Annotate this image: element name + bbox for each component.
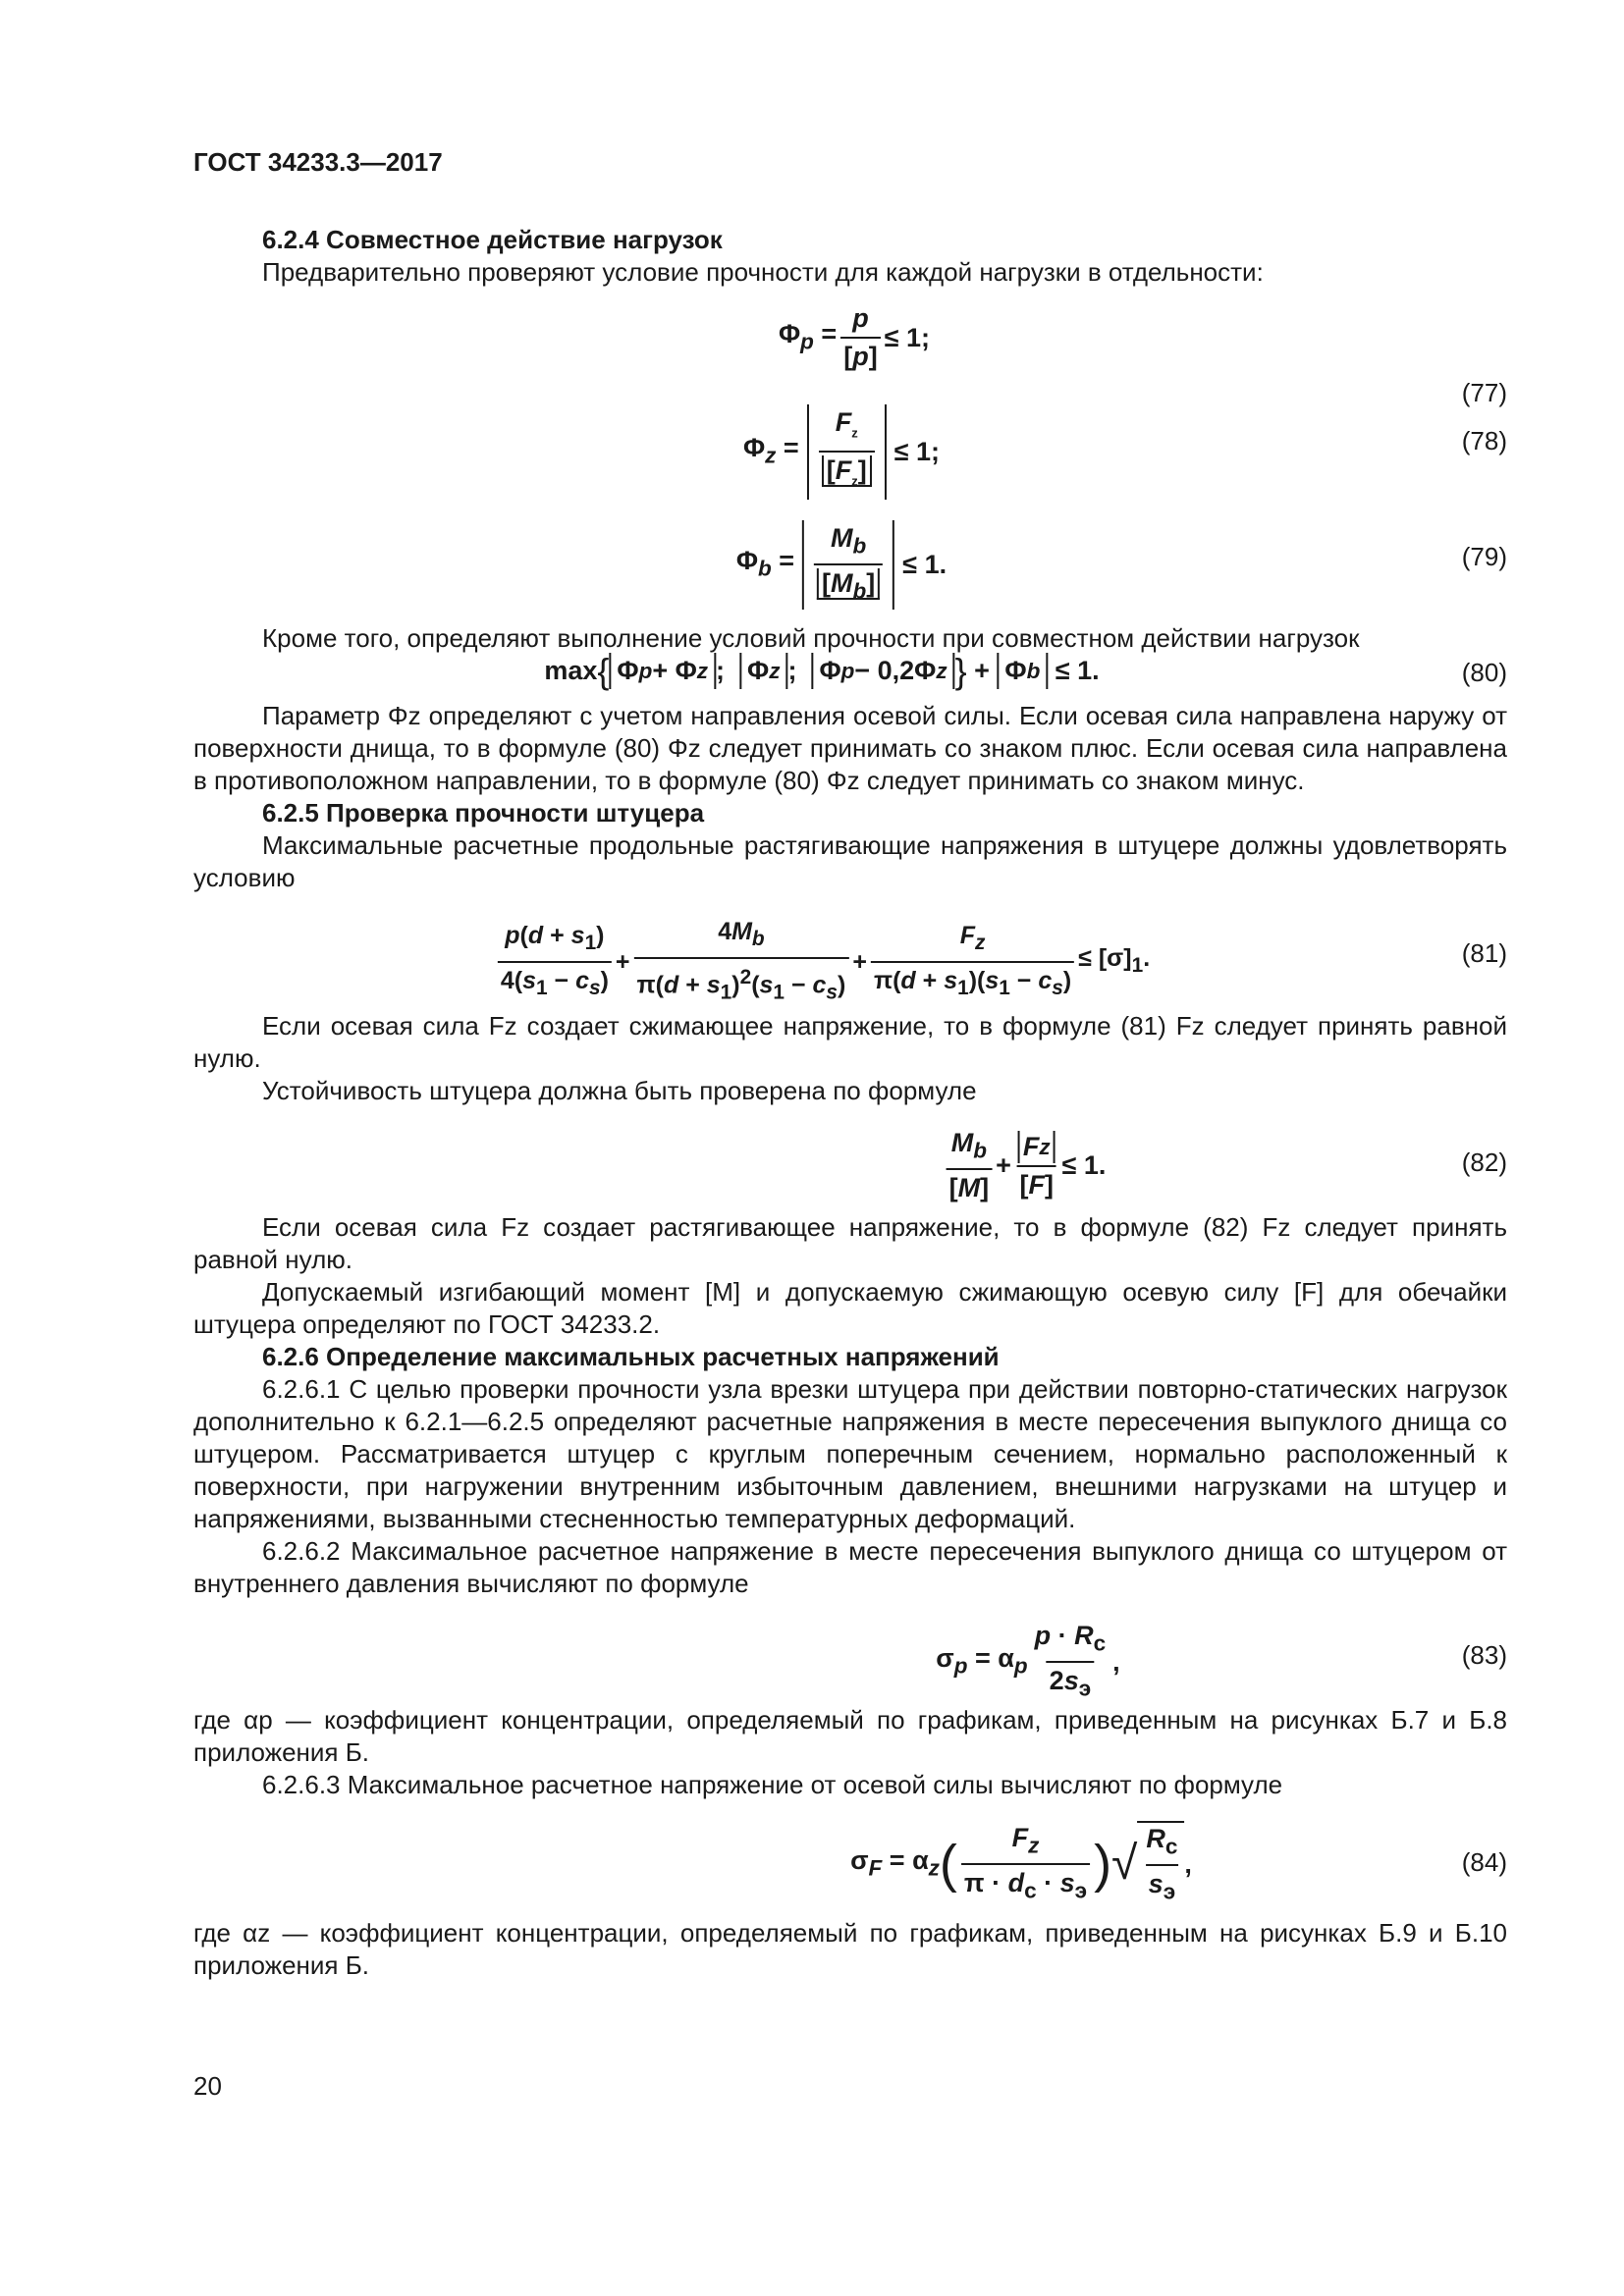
formula-84: $\sigma_F = \alpha_z$ ( $\frac{F_z}{\pi \cdot d_с \cdot s_э}$ ) √ $\frac{R_с}{s_э}$ , (84) — [193, 1801, 1507, 1917]
formula-number: (79) — [1461, 542, 1507, 571]
formula-number: (77) — [1461, 378, 1507, 407]
paragraph: Допускаемый изгибающий момент [M] и допускаемую сжимающую осевую силу [F] для обечайки штуцера определяют по ГОСТ 34233.2. — [193, 1277, 1507, 1339]
paragraph: Кроме того, определяют выполнение условий прочности при совместном действии нагрузок — [262, 623, 1360, 653]
formula-78: $\Phi_z$ = $\frac{F_z}{[F_z]}$ ≤ 1; (78) — [193, 381, 1507, 497]
paragraph: 6.2.6.3 Максимальное расчетное напряжение от осевой силы вычисляют по формуле — [262, 1770, 1283, 1799]
document-id: ГОСТ 34233.3—2017 — [193, 147, 443, 177]
section-title-6-2-5: 6.2.5 Проверка прочности штуцера — [262, 798, 705, 828]
formula-number: (80) — [1461, 658, 1507, 687]
paragraph: 6.2.6.2 Максимальное расчетное напряжение в месте пересечения выпуклого днища со штуцером от внутреннего давления вычисляют по формуле — [193, 1536, 1507, 1598]
formula-number: (78) — [1461, 426, 1507, 455]
paragraph: 6.2.6.1 С целью проверки прочности узла врезки штуцера при действии повторно-статических нагрузок дополнительно к 6.2.1—6.2.5 определяют расчетные напряжения в месте пересечения выпуклого днища со штуцером. Рассматривается штуцер с круглым поперечным сечением, нормально расположенный к поверхности, при нагружении внутренним избыточным давлением, внешними нагрузками на штуцер и напряжениями, вызванными стесненностью температурных деформаций. — [193, 1374, 1507, 1533]
page-number: 20 — [193, 2071, 222, 2101]
formula-number: (84) — [1461, 1847, 1507, 1877]
paragraph: Если осевая сила Fz создает растягивающее напряжение, то в формуле (82) Fz следует принять равной нулю. — [193, 1212, 1507, 1274]
paragraph: где αp — коэффициент концентрации, определяемый по графикам, приведенным на рисунках Б.7 и Б.8 приложения Б. — [193, 1705, 1507, 1767]
formula-number: (82) — [1461, 1148, 1507, 1177]
formula-77: $\Phi_p$ = $\frac{p}{[p]}$ ≤ 1; (77) — [778, 303, 1507, 407]
formula-number: (83) — [1461, 1640, 1507, 1670]
paragraph: Если осевая сила Fz создает сжимающее напряжение, то в формуле (81) Fz следует принять равной нулю. — [193, 1011, 1507, 1073]
text-body — [193, 224, 1507, 1982]
paragraph: где αz — коэффициент концентрации, определяемый по графикам, приведенным на рисунках Б.9 и Б.10 приложения Б. — [193, 1918, 1507, 1980]
section-title-6-2-4: 6.2.4 Совместное действие нагрузок — [262, 225, 723, 254]
formula-80: max { Φ p + Φ z ; Φ z ; Φ p − 0,2Φ z } + Φ b ≤ 1. (80) — [544, 651, 1507, 691]
paragraph: Максимальные расчетные продольные растягивающие напряжения в штуцере должны удовлетворять условию — [193, 830, 1507, 892]
section-title-6-2-6: 6.2.6 Определение максимальных расчетных напряжений — [262, 1342, 1000, 1371]
paragraph: Параметр Φz определяют с учетом направления осевой силы. Если осевая сила направлена наружу от поверхности днища, то в формуле (80) Φz следует принимать со знаком плюс. Если осевая сила направлена в противоположном направлении, то в формуле (80) Φz следует принимать со знаком минус. — [193, 701, 1507, 795]
paragraph: Устойчивость штуцера должна быть проверена по формуле — [262, 1076, 977, 1105]
formula-number: (81) — [1461, 938, 1507, 968]
formula-82: $\frac{M_b}{[M]}$ + F z [F] ≤ 1. (82) — [193, 1107, 1507, 1211]
formula-83: $\sigma_p = \alpha_p$ $\frac{p \cdot R_с}{2s_э}$ , (83) — [193, 1600, 1507, 1704]
formula-79: $\Phi_b$ = $\frac{M_b}{[M_b]}$ ≤ 1. (79) — [193, 497, 1507, 613]
formula-81: $\frac{p(d + s_1)}{4(s_1 - c_s)}$ + $\frac{4M_b}{\pi(d + s_1)^2(s_1 - c_s)}$ + $\frac{F_z}{\pi(d + s_1)(s_1 - c_s)}$ ≤ $[\sigma]_1$. (81) — [193, 894, 1507, 1010]
paragraph: Предварительно проверяют условие прочности для каждой нагрузки в отдельности: — [262, 257, 1264, 287]
